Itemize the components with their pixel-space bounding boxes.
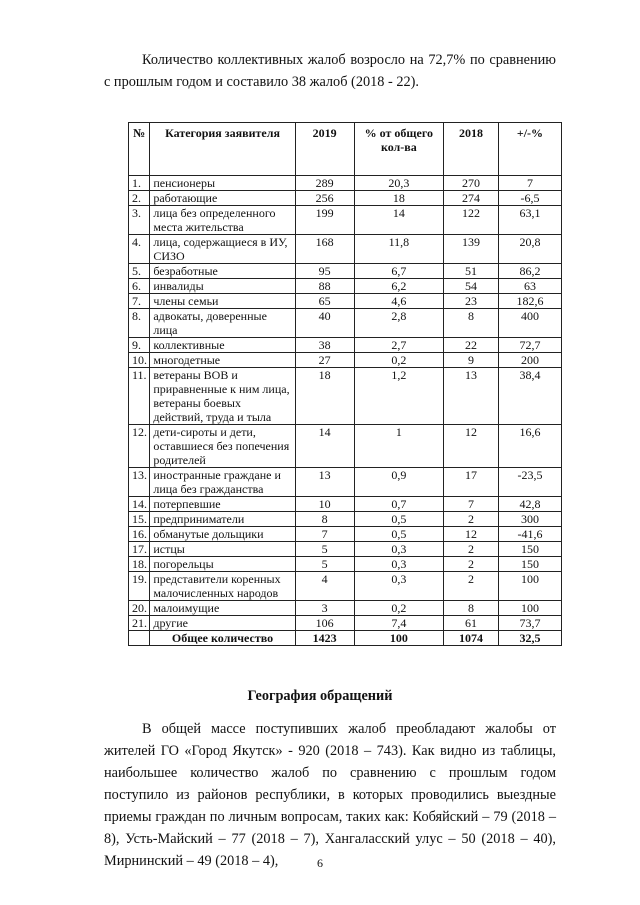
row-number: 18. bbox=[129, 557, 150, 572]
total-label: Общее количество bbox=[150, 631, 295, 646]
row-change: 20,8 bbox=[498, 235, 561, 264]
header-change: +/-% bbox=[498, 123, 561, 176]
row-category: многодетные bbox=[150, 353, 295, 368]
intro-paragraph: Количество коллективных жалоб возросло на 72,7% по сравнению с прошлым годом и составило 38 жалоб (2018 - 22). bbox=[104, 52, 556, 90]
row-2019: 5 bbox=[295, 542, 354, 557]
row-2018: 122 bbox=[444, 206, 499, 235]
row-2018: 8 bbox=[444, 309, 499, 338]
header-2018: 2018 bbox=[444, 123, 499, 176]
total-2018: 1074 bbox=[444, 631, 499, 646]
table-header-row bbox=[129, 123, 562, 176]
row-percent: 0,5 bbox=[354, 527, 443, 542]
table-row bbox=[129, 601, 562, 616]
table-body bbox=[129, 176, 562, 631]
row-percent: 20,3 bbox=[354, 176, 443, 191]
row-number: 2. bbox=[129, 191, 150, 206]
table-row bbox=[129, 616, 562, 631]
table-row bbox=[129, 191, 562, 206]
row-2018: 2 bbox=[444, 572, 499, 601]
row-change: 86,2 bbox=[498, 264, 561, 279]
row-change: 7 bbox=[498, 176, 561, 191]
row-2019: 10 bbox=[295, 497, 354, 512]
row-number: 16. bbox=[129, 527, 150, 542]
row-percent: 7,4 bbox=[354, 616, 443, 631]
row-number: 5. bbox=[129, 264, 150, 279]
table-row bbox=[129, 512, 562, 527]
row-2018: 22 bbox=[444, 338, 499, 353]
row-category: адвокаты, доверенные лица bbox=[150, 309, 295, 338]
row-category: лица без определенного места жительства bbox=[150, 206, 295, 235]
table-row bbox=[129, 294, 562, 309]
row-change: 16,6 bbox=[498, 425, 561, 468]
row-2019: 65 bbox=[295, 294, 354, 309]
row-2018: 12 bbox=[444, 527, 499, 542]
table-row bbox=[129, 309, 562, 338]
row-2019: 14 bbox=[295, 425, 354, 468]
row-percent: 6,2 bbox=[354, 279, 443, 294]
row-number: 15. bbox=[129, 512, 150, 527]
row-category: обманутые дольщики bbox=[150, 527, 295, 542]
row-2019: 40 bbox=[295, 309, 354, 338]
row-2019: 88 bbox=[295, 279, 354, 294]
row-2018: 2 bbox=[444, 557, 499, 572]
row-percent: 0,5 bbox=[354, 512, 443, 527]
row-2019: 4 bbox=[295, 572, 354, 601]
row-percent: 0,3 bbox=[354, 542, 443, 557]
row-number: 20. bbox=[129, 601, 150, 616]
row-percent: 2,7 bbox=[354, 338, 443, 353]
row-change: -41,6 bbox=[498, 527, 561, 542]
row-category: предприниматели bbox=[150, 512, 295, 527]
table-row bbox=[129, 206, 562, 235]
row-category: коллективные bbox=[150, 338, 295, 353]
row-percent: 0,3 bbox=[354, 557, 443, 572]
table-row bbox=[129, 527, 562, 542]
row-number: 13. bbox=[129, 468, 150, 497]
page-number: 6 bbox=[317, 856, 323, 870]
header-percent: % от общего кол-ва bbox=[354, 123, 443, 176]
row-number: 10. bbox=[129, 353, 150, 368]
table-row bbox=[129, 353, 562, 368]
table-row bbox=[129, 235, 562, 264]
row-category: инвалиды bbox=[150, 279, 295, 294]
row-change: 150 bbox=[498, 542, 561, 557]
row-2018: 8 bbox=[444, 601, 499, 616]
row-2019: 168 bbox=[295, 235, 354, 264]
table-row bbox=[129, 368, 562, 425]
row-percent: 0,9 bbox=[354, 468, 443, 497]
row-change: 73,7 bbox=[498, 616, 561, 631]
row-2019: 27 bbox=[295, 353, 354, 368]
row-category: дети-сироты и дети, оставшиеся без попечения родителей bbox=[150, 425, 295, 468]
row-category: малоимущие bbox=[150, 601, 295, 616]
row-change: 300 bbox=[498, 512, 561, 527]
row-category: другие bbox=[150, 616, 295, 631]
row-category: иностранные граждане и лица без гражданства bbox=[150, 468, 295, 497]
row-2019: 3 bbox=[295, 601, 354, 616]
row-2018: 12 bbox=[444, 425, 499, 468]
row-category: безработные bbox=[150, 264, 295, 279]
row-2019: 256 bbox=[295, 191, 354, 206]
row-number: 3. bbox=[129, 206, 150, 235]
row-2018: 61 bbox=[444, 616, 499, 631]
table-row bbox=[129, 279, 562, 294]
row-change: 42,8 bbox=[498, 497, 561, 512]
row-2018: 274 bbox=[444, 191, 499, 206]
row-2018: 23 bbox=[444, 294, 499, 309]
table-row bbox=[129, 557, 562, 572]
row-2018: 7 bbox=[444, 497, 499, 512]
row-number: 7. bbox=[129, 294, 150, 309]
row-category: работающие bbox=[150, 191, 295, 206]
total-change: 32,5 bbox=[498, 631, 561, 646]
row-2019: 18 bbox=[295, 368, 354, 425]
row-2018: 2 bbox=[444, 542, 499, 557]
row-2019: 199 bbox=[295, 206, 354, 235]
row-percent: 18 bbox=[354, 191, 443, 206]
row-2018: 13 bbox=[444, 368, 499, 425]
row-2018: 54 bbox=[444, 279, 499, 294]
row-category: лица, содержащиеся в ИУ, СИЗО bbox=[150, 235, 295, 264]
row-change: -6,5 bbox=[498, 191, 561, 206]
row-2018: 2 bbox=[444, 512, 499, 527]
row-number: 4. bbox=[129, 235, 150, 264]
row-category: истцы bbox=[150, 542, 295, 557]
row-2018: 17 bbox=[444, 468, 499, 497]
header-2019: 2019 bbox=[295, 123, 354, 176]
row-percent: 4,6 bbox=[354, 294, 443, 309]
table-row bbox=[129, 176, 562, 191]
complaints-table bbox=[128, 122, 562, 646]
row-percent: 11,8 bbox=[354, 235, 443, 264]
row-percent: 1,2 bbox=[354, 368, 443, 425]
body-paragraph: В общей массе поступивших жалоб преобладают жалобы от жителей ГО «Город Якутск» - 920 (2018 – 743). Как видно из таблицы, наибольшее количество жалоб по сравнению с прошлым годом поступило из районов республики, в которых проводились выездные приемы граждан по личным вопросам, таких как: Кобяйский – 79 (2018 – 8), Усть-Майский – 77 (2018 – 7), Хангаласский улус – 50 (2018 – 40), Мирнинский – 49 (2018 – 4), bbox=[104, 721, 556, 869]
row-number: 14. bbox=[129, 497, 150, 512]
row-2019: 289 bbox=[295, 176, 354, 191]
row-2018: 9 bbox=[444, 353, 499, 368]
row-number: 1. bbox=[129, 176, 150, 191]
table-row bbox=[129, 497, 562, 512]
header-category: Категория заявителя bbox=[150, 123, 295, 176]
row-percent: 14 bbox=[354, 206, 443, 235]
row-percent: 6,7 bbox=[354, 264, 443, 279]
row-percent: 0,7 bbox=[354, 497, 443, 512]
row-category: члены семьи bbox=[150, 294, 295, 309]
row-change: 100 bbox=[498, 572, 561, 601]
row-number: 9. bbox=[129, 338, 150, 353]
table-row bbox=[129, 425, 562, 468]
row-change: 63 bbox=[498, 279, 561, 294]
row-percent: 0,3 bbox=[354, 572, 443, 601]
row-number: 17. bbox=[129, 542, 150, 557]
total-percent: 100 bbox=[354, 631, 443, 646]
table-row bbox=[129, 338, 562, 353]
row-change: 100 bbox=[498, 601, 561, 616]
row-change: 38,4 bbox=[498, 368, 561, 425]
row-2019: 5 bbox=[295, 557, 354, 572]
row-number: 11. bbox=[129, 368, 150, 425]
row-percent: 1 bbox=[354, 425, 443, 468]
table-row bbox=[129, 264, 562, 279]
total-row bbox=[129, 631, 562, 646]
total-2019: 1423 bbox=[295, 631, 354, 646]
table-row bbox=[129, 468, 562, 497]
row-category: потерпевшие bbox=[150, 497, 295, 512]
row-change: 63,1 bbox=[498, 206, 561, 235]
row-number: 6. bbox=[129, 279, 150, 294]
row-category: ветераны ВОВ и приравненные к ним лица, ветераны боевых действий, труда и тыла bbox=[150, 368, 295, 425]
row-2019: 8 bbox=[295, 512, 354, 527]
row-2019: 38 bbox=[295, 338, 354, 353]
row-change: 150 bbox=[498, 557, 561, 572]
row-change: 182,6 bbox=[498, 294, 561, 309]
row-change: 200 bbox=[498, 353, 561, 368]
section-title: География обращений bbox=[247, 688, 393, 704]
row-change: -23,5 bbox=[498, 468, 561, 497]
row-2019: 13 bbox=[295, 468, 354, 497]
row-2018: 139 bbox=[444, 235, 499, 264]
row-2018: 51 bbox=[444, 264, 499, 279]
row-number: 8. bbox=[129, 309, 150, 338]
row-percent: 2,8 bbox=[354, 309, 443, 338]
row-number: 21. bbox=[129, 616, 150, 631]
header-number: № bbox=[129, 123, 150, 176]
row-category: пенсионеры bbox=[150, 176, 295, 191]
row-category: представители коренных малочисленных народов bbox=[150, 572, 295, 601]
row-2018: 270 bbox=[444, 176, 499, 191]
row-change: 72,7 bbox=[498, 338, 561, 353]
table-row bbox=[129, 542, 562, 557]
table-row bbox=[129, 572, 562, 601]
row-2019: 95 bbox=[295, 264, 354, 279]
row-percent: 0,2 bbox=[354, 353, 443, 368]
row-percent: 0,2 bbox=[354, 601, 443, 616]
row-number: 12. bbox=[129, 425, 150, 468]
row-category: погорельцы bbox=[150, 557, 295, 572]
row-number: 19. bbox=[129, 572, 150, 601]
row-2019: 7 bbox=[295, 527, 354, 542]
row-change: 400 bbox=[498, 309, 561, 338]
row-2019: 106 bbox=[295, 616, 354, 631]
